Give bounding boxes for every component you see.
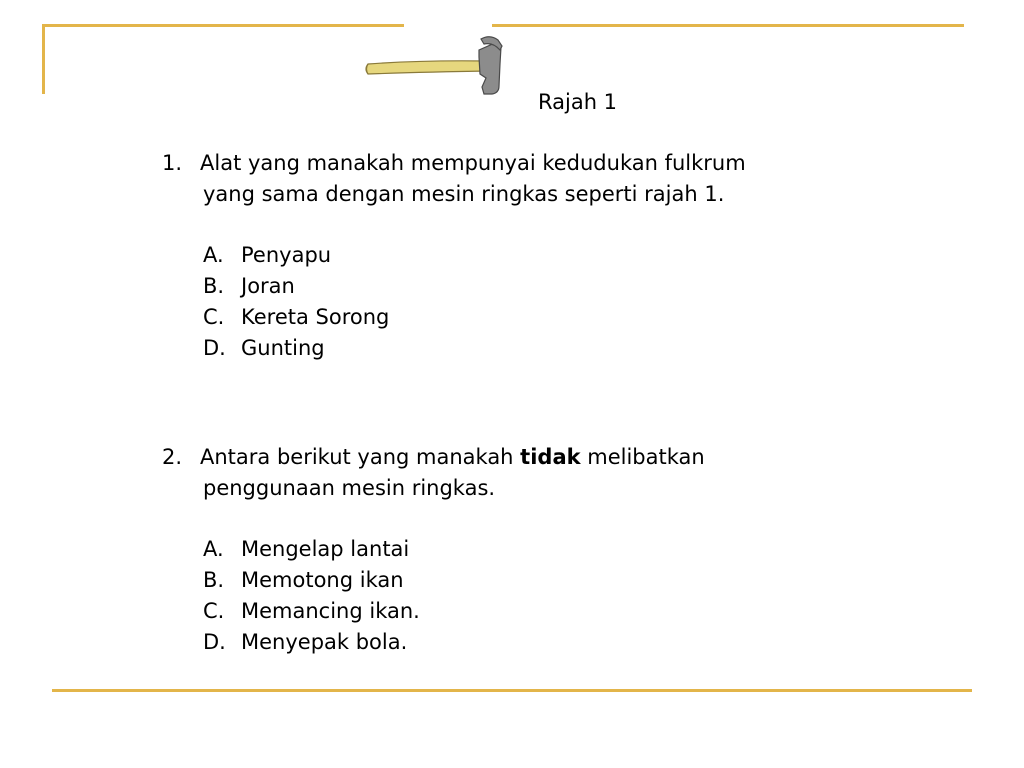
option-b (203, 565, 404, 596)
option-c (203, 596, 420, 627)
option-letter: C. (203, 599, 225, 623)
emphasis-word: tidak (520, 445, 581, 469)
question-text (200, 442, 705, 473)
option-text: Menyepak bola. (241, 630, 408, 654)
option-text: Penyapu (241, 243, 332, 267)
option-letter: D. (203, 630, 226, 654)
question-text: penggunaan mesin ringkas. (203, 476, 496, 500)
hammer-icon (362, 34, 512, 98)
option-letter: C. (203, 305, 225, 329)
option-letter: A. (203, 243, 224, 267)
question-text-part: melibatkan (580, 445, 705, 469)
top-right-frame-line (492, 24, 964, 27)
option-letter: B. (203, 568, 225, 592)
question-text: yang sama dengan mesin ringkas seperti rajah 1. (203, 182, 725, 206)
option-letter: B. (203, 274, 225, 298)
question-number: 1. (162, 151, 183, 175)
option-letter: A. (203, 537, 224, 561)
option-d (203, 333, 325, 364)
option-text: Joran (241, 274, 295, 298)
question-text: Alat yang manakah mempunyai kedudukan fulkrum (200, 151, 746, 175)
question-text-part: Antara berikut yang manakah (200, 445, 521, 469)
question-number: 2. (162, 445, 183, 469)
figure-caption: Rajah 1 (538, 90, 618, 114)
option-text: Memancing ikan. (241, 599, 420, 623)
option-d (203, 627, 407, 658)
option-text: Gunting (241, 336, 325, 360)
option-b (203, 271, 295, 302)
option-text: Mengelap lantai (241, 537, 410, 561)
option-c (203, 302, 389, 333)
option-letter: D. (203, 336, 226, 360)
option-text: Kereta Sorong (241, 305, 390, 329)
option-text: Memotong ikan (241, 568, 404, 592)
left-frame-line (42, 24, 45, 94)
bottom-frame-line (52, 689, 972, 692)
option-a (203, 240, 331, 271)
top-left-frame-line (42, 24, 404, 27)
option-a (203, 534, 409, 565)
